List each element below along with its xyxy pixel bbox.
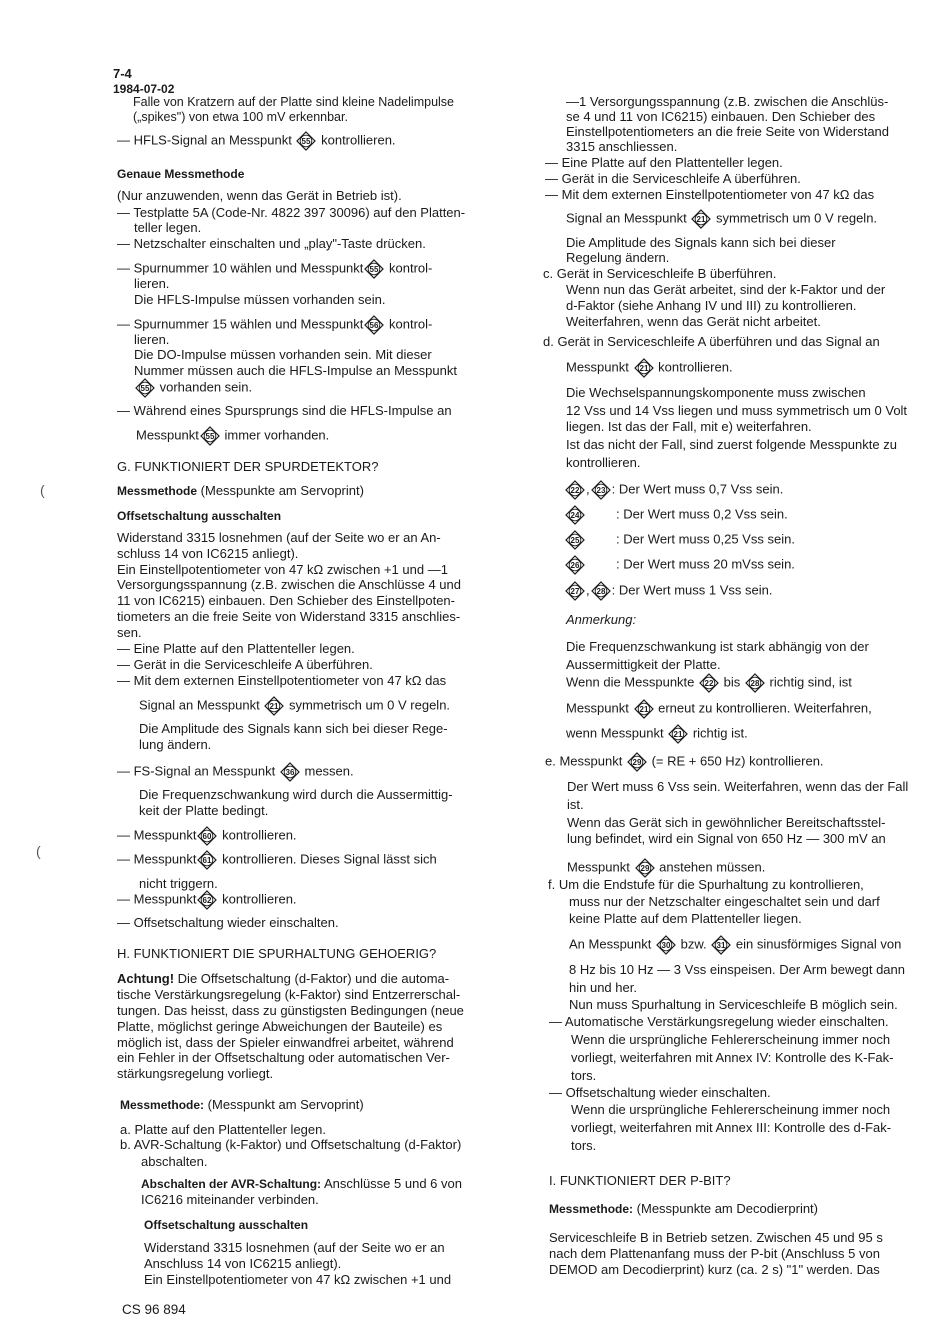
text-line: Regelung ändern. [566, 250, 670, 265]
text-line: — Spurnummer 10 wählen und Messpunkt 55 kontrol- [117, 259, 432, 279]
text-line: tungen. Das heisst, dass zu günstigsten Bedingungen (neue [117, 1003, 464, 1018]
text-line: DEMOD am Decodierprint) kurz (ca. 2 s) "1" werden. Das [549, 1262, 880, 1277]
text-line: liegen. Ist das der Fall, mit e) weiterfahren. [566, 419, 812, 434]
text-line: — Spurnummer 15 wählen und Messpunkt 56 kontrol- [117, 315, 432, 335]
measuring-point-icon [635, 858, 655, 878]
measuring-point-icon [699, 673, 719, 693]
text-line: tische Verstärkungsregelung (k-Faktor) sind Entzerrerschal- [117, 987, 461, 1002]
text-line: Nummer müssen auch die HFLS-Impulse an Messpunkt [134, 363, 457, 378]
text-line: —1 Versorgungsspannung (z.B. zwischen die Anschlüs- [566, 94, 889, 109]
measuring-point-icon [565, 480, 585, 500]
text-line: Versorgungsspannung (z.B. zwischen die Anschlüsse 4 und [117, 577, 461, 592]
section-number: 7-4 [113, 66, 132, 81]
text-line: — HFLS-Signal an Messpunkt 55 kontrollieren. [117, 131, 396, 151]
text-line: Serviceschleife B in Betrieb setzen. Zwischen 45 und 95 s [549, 1230, 883, 1245]
measuring-point-icon [364, 259, 384, 279]
measuring-point-number: 25 [570, 536, 580, 545]
measurement-row: 26 : Der Wert muss 20 mVss sein. [564, 555, 795, 575]
text-line: kontrollieren. [566, 455, 641, 470]
text-line: Wenn das Gerät sich in gewöhnlicher Bereitschaftsstel- [567, 815, 886, 830]
text-line: Wenn die ursprüngliche Fehlererscheinung immer noch [571, 1102, 891, 1117]
text-line: Die Amplitude des Signals kann sich bei dieser Rege- [139, 721, 448, 736]
measuring-point-icon [264, 696, 284, 716]
text-line: nicht triggern. [139, 876, 218, 891]
text-line: Nun muss Spurhaltung in Serviceschleife B möglich sein. [569, 997, 898, 1012]
text-line: abschalten. [141, 1154, 208, 1169]
text-line: Platte, möglichst geringe Abweichungen der Bauteile) es [117, 1019, 443, 1034]
text-line: Widerstand 3315 losnehmen (auf der Seite wo er an [144, 1240, 445, 1255]
text-line: d-Faktor (siehe Anhang IV und III) zu kontrollieren. [566, 298, 857, 313]
measuring-point-number: 28 [596, 587, 606, 596]
text-line: Messpunkt 21 erneut zu kontrollieren. Weiterfahren, [566, 699, 872, 719]
text-line: vorliegt, weiterfahren mit Annex III: Kontrolle des d-Fak- [571, 1120, 892, 1135]
measuring-point-icon [364, 315, 384, 335]
text-line: sen. [117, 625, 142, 640]
text-line: f. Um die Endstufe für die Spurhaltung zu kontrollieren, [548, 877, 864, 892]
page-date: 1984-07-02 [113, 82, 175, 96]
measuring-point-icon [656, 935, 676, 955]
text-line: lieren. [134, 276, 170, 291]
text-line: Die HFLS-Impulse müssen vorhanden sein. [134, 292, 386, 307]
measuring-point-icon [197, 826, 217, 846]
text-line: — Gerät in die Serviceschleife A überführen. [117, 657, 373, 672]
text-line: — Messpunkt 62 kontrollieren. [117, 890, 297, 910]
measuring-point-number: 21 [639, 364, 648, 373]
measuring-point-icon [200, 426, 220, 446]
text-line: nach dem Plattenanfang muss der P-bit (Anschluss 5 von [549, 1246, 880, 1261]
measuring-point-number: 29 [640, 864, 649, 873]
text-line: lung befindet, wird ein Signal von 650 Hz — 300 mV an [567, 831, 886, 846]
measuring-point-number: 30 [661, 941, 671, 950]
text-line: keit der Platte bedingt. [139, 803, 269, 818]
section-heading-h: H. FUNKTIONIERT DIE SPURHALTUNG GEHOERIG? [117, 946, 437, 961]
text-line: lieren. [134, 332, 170, 347]
measuring-point-number: 29 [632, 758, 642, 767]
text-line: d. Gerät in Serviceschleife A überführen und das Signal an [543, 334, 880, 349]
text-line: 8 Hz bis 10 Hz — 3 Vss einspeisen. Der Arm bewegt dann [569, 962, 905, 977]
measuring-point-number: 62 [203, 896, 212, 905]
measuring-point-icon [565, 505, 585, 525]
measuring-point-number: 55 [302, 137, 311, 146]
measuring-point-icon [591, 581, 611, 601]
text-line: — Offsetschaltung wieder einschalten. [549, 1085, 771, 1100]
text-line: — Während eines Spursprungs sind die HFLS-Impulse an [117, 403, 452, 418]
measuring-point-number: 21 [639, 705, 648, 714]
measuring-point-icon [634, 699, 654, 719]
measuring-point-number: 24 [570, 511, 580, 520]
measurement-row: 22 , 23 : Der Wert muss 0,7 Vss sein. [564, 480, 783, 500]
text-line: Anschluss 14 von IC6215 anliegt). [144, 1256, 342, 1271]
section-heading-g: G. FUNKTIONIERT DER SPURDETEKTOR? [117, 459, 379, 474]
measuring-point-icon [627, 752, 647, 772]
text-line: tiometers an die freie Seite von Widerstand 3315 anschlies- [117, 609, 461, 624]
text-line: c. Gerät in Serviceschleife B überführen. [543, 266, 777, 281]
text-line: möglich ist, dass der Spieler einwandfrei arbeitet, während [117, 1035, 454, 1050]
text-line: tors. [571, 1138, 597, 1153]
margin-mark: ( [40, 482, 45, 498]
text-line: — FS-Signal an Messpunkt 36 messen. [117, 762, 354, 782]
text-line: — Messpunkt 60 kontrollieren. [117, 826, 297, 846]
subheading: Offsetschaltung ausschalten [144, 1218, 309, 1232]
text-line: — Mit dem externen Einstellpotentiometer von 47 kΩ das [545, 187, 875, 202]
text-line: se 4 und 11 von IC6215) einbauen. Den Schieber des [566, 109, 876, 124]
measuring-point-icon [591, 480, 611, 500]
text-line: Achtung! Die Offsetschaltung (d-Faktor) und die automa- [117, 971, 450, 986]
measuring-point-number: 21 [673, 730, 683, 739]
margin-mark: ( [36, 843, 41, 859]
text-line: Wenn die Messpunkte 22 bis 28 richtig sind, ist [566, 673, 852, 693]
text-line: — Netzschalter einschalten und „play"-Taste drücken. [117, 236, 426, 251]
text-line: ist. [567, 797, 584, 812]
text-line: Widerstand 3315 losnehmen (auf der Seite wo er an An- [117, 530, 441, 545]
text-line: Wenn die ursprüngliche Fehlererscheinung immer noch [571, 1032, 891, 1047]
text-line: wenn Messpunkt 21 richtig ist. [566, 724, 748, 744]
text-line: Ein Einstellpotentiometer von 47 kΩ zwischen +1 und [144, 1272, 452, 1287]
measuring-point-icon [197, 890, 217, 910]
measuring-point-icon [565, 581, 585, 601]
measuring-point-icon [296, 131, 316, 151]
text-line: Signal an Messpunkt 21 symmetrisch um 0 V regeln. [139, 696, 450, 716]
text-line: Einstellpotentiometers an die freie Seite von Widerstand [566, 124, 890, 139]
measuring-point-number: 55 [205, 432, 215, 441]
text-line: — Mit dem externen Einstellpotentiometer von 47 kΩ das [117, 673, 447, 688]
measuring-point-icon [197, 850, 217, 870]
subheading: Offsetschaltung ausschalten [117, 509, 282, 523]
measuring-point-number: 55 [369, 265, 379, 274]
text-line: — Automatische Verstärkungsregelung wieder einschalten. [549, 1014, 889, 1029]
text-line: Ist das nicht der Fall, sind zuerst folgende Messpunkte zu [566, 437, 897, 452]
text-line: tors. [571, 1068, 597, 1083]
text-line: a. Platte auf den Plattenteller legen. [120, 1122, 326, 1137]
text-line: Ein Einstellpotentiometer von 47 kΩ zwischen +1 und —1 [117, 562, 448, 577]
text-line: An Messpunkt 30 bzw. 31 ein sinusförmiges Signal von [569, 935, 901, 955]
measuring-point-number: 31 [716, 941, 726, 950]
text-line: Die DO-Impulse müssen vorhanden sein. Mit dieser [134, 347, 432, 362]
text-line: b. AVR-Schaltung (k-Faktor) und Offsetschaltung (d-Faktor) [120, 1137, 462, 1152]
text-line: Messpunkt 55 immer vorhanden. [136, 426, 329, 446]
measuring-point-number: 21 [269, 702, 279, 711]
text-line: hin und her. [569, 980, 637, 995]
text-line: ein Fehler in der Offsetschaltung oder automatischen Ver- [117, 1050, 450, 1065]
text-line: Messmethode: (Messpunkt am Servoprint) [120, 1097, 364, 1112]
measuring-point-icon [745, 673, 765, 693]
measuring-point-number: 60 [203, 832, 212, 841]
text-line: — Eine Platte auf den Plattenteller legen. [545, 155, 783, 170]
measuring-point-icon [691, 209, 711, 229]
section-heading-i: I. FUNKTIONIERT DER P-BIT? [549, 1173, 731, 1188]
text-line: Falle von Kratzern auf der Platte sind kleine Nadelimpulse [133, 95, 455, 109]
text-line: Signal an Messpunkt 21 symmetrisch um 0 V regeln. [566, 209, 877, 229]
measuring-point-number: 56 [369, 321, 379, 330]
measuring-point-number: 61 [203, 856, 212, 865]
text-line: e. Messpunkt 29 (= RE + 650 Hz) kontrollieren. [545, 752, 824, 772]
text-line: Aussermittigkeit der Platte. [566, 657, 721, 672]
text-line: Messpunkt 29 anstehen müssen. [567, 858, 765, 878]
text-line: (Nur anzuwenden, wenn das Gerät in Betrieb ist). [117, 188, 402, 203]
text-line: — Offsetschaltung wieder einschalten. [117, 915, 339, 930]
text-line: Messmethode: (Messpunkte am Decodierprint) [549, 1201, 819, 1216]
text-line: Abschalten der AVR-Schaltung: Anschlüsse 5 und 6 von [141, 1176, 462, 1191]
measurement-row: 24 : Der Wert muss 0,2 Vss sein. [564, 505, 788, 525]
text-line: schluss 14 von IC6215 anliegt). [117, 546, 299, 561]
measuring-point-number: 55 [140, 384, 150, 393]
text-line: muss nur der Netzschalter eingeschaltet sein und darf [569, 894, 880, 909]
text-line: 55 vorhanden sein. [134, 378, 252, 398]
measuring-point-icon [565, 530, 585, 550]
text-line: 11 von IC6215) einbauen. Den Schieber des Einstellpoten- [117, 593, 455, 608]
measuring-point-icon [711, 935, 731, 955]
measuring-point-number: 22 [704, 679, 714, 688]
text-line: Die Frequenzschwankung wird durch die Aussermittig- [139, 787, 453, 802]
measuring-point-number: 28 [750, 679, 760, 688]
text-line: 12 Vss und 14 Vss liegen und muss symmetrisch um 0 Volt [566, 403, 908, 418]
measuring-point-icon [565, 555, 585, 575]
measuring-point-icon [280, 762, 300, 782]
measuring-point-icon [634, 358, 654, 378]
measuring-point-icon [668, 724, 688, 744]
text-line: — Gerät in die Serviceschleife A überführen. [545, 171, 801, 186]
text-line: IC6216 miteinander verbinden. [141, 1192, 319, 1207]
text-line: lung ändern. [139, 737, 212, 752]
text-line: 3315 anschliessen. [566, 139, 678, 154]
measuring-point-number: 22 [570, 486, 580, 495]
text-line: teller legen. [134, 220, 202, 235]
text-line: Weiterfahren, wenn das Gerät nicht arbeitet. [566, 314, 821, 329]
text-line: keine Platte auf dem Plattenteller liegen. [569, 911, 802, 926]
note-label: Anmerkung: [566, 612, 637, 627]
measurement-row: 27 , 28 : Der Wert muss 1 Vss sein. [564, 581, 772, 601]
text-line: Messpunkt 21 kontrollieren. [566, 358, 733, 378]
document-number: CS 96 894 [122, 1302, 186, 1317]
measuring-point-number: 36 [285, 768, 295, 777]
measuring-point-number: 27 [570, 587, 580, 596]
measuring-point-icon [135, 378, 155, 398]
text-line: — Eine Platte auf den Plattenteller legen. [117, 641, 355, 656]
subheading: Genaue Messmethode [117, 167, 245, 181]
text-line: Messmethode (Messpunkte am Servoprint) [117, 483, 364, 498]
measuring-point-number: 26 [570, 561, 580, 570]
text-line: — Testplatte 5A (Code-Nr. 4822 397 30096) auf den Platten- [117, 205, 466, 220]
text-line: — Messpunkt 61 kontrollieren. Dieses Signal lässt sich [117, 850, 437, 870]
text-line: vorliegt, weiterfahren mit Annex IV: Kontrolle des K-Fak- [571, 1050, 894, 1065]
measurement-row: 25 : Der Wert muss 0,25 Vss sein. [564, 530, 795, 550]
text-line: („spikes") von etwa 100 mV erkennbar. [133, 110, 348, 124]
measuring-point-number: 23 [596, 486, 606, 495]
measuring-point-number: 21 [696, 215, 706, 224]
text-line: stärkungsregelung vorliegt. [117, 1066, 274, 1081]
text-line: Die Amplitude des Signals kann sich bei dieser [566, 235, 836, 250]
text-line: Die Frequenzschwankung ist stark abhängig von der [566, 639, 869, 654]
text-line: Der Wert muss 6 Vss sein. Weiterfahren, wenn das der Fall [567, 779, 909, 794]
text-line: Wenn nun das Gerät arbeitet, sind der k-Faktor und der [566, 282, 886, 297]
text-line: Die Wechselspannungskomponente muss zwischen [566, 385, 866, 400]
